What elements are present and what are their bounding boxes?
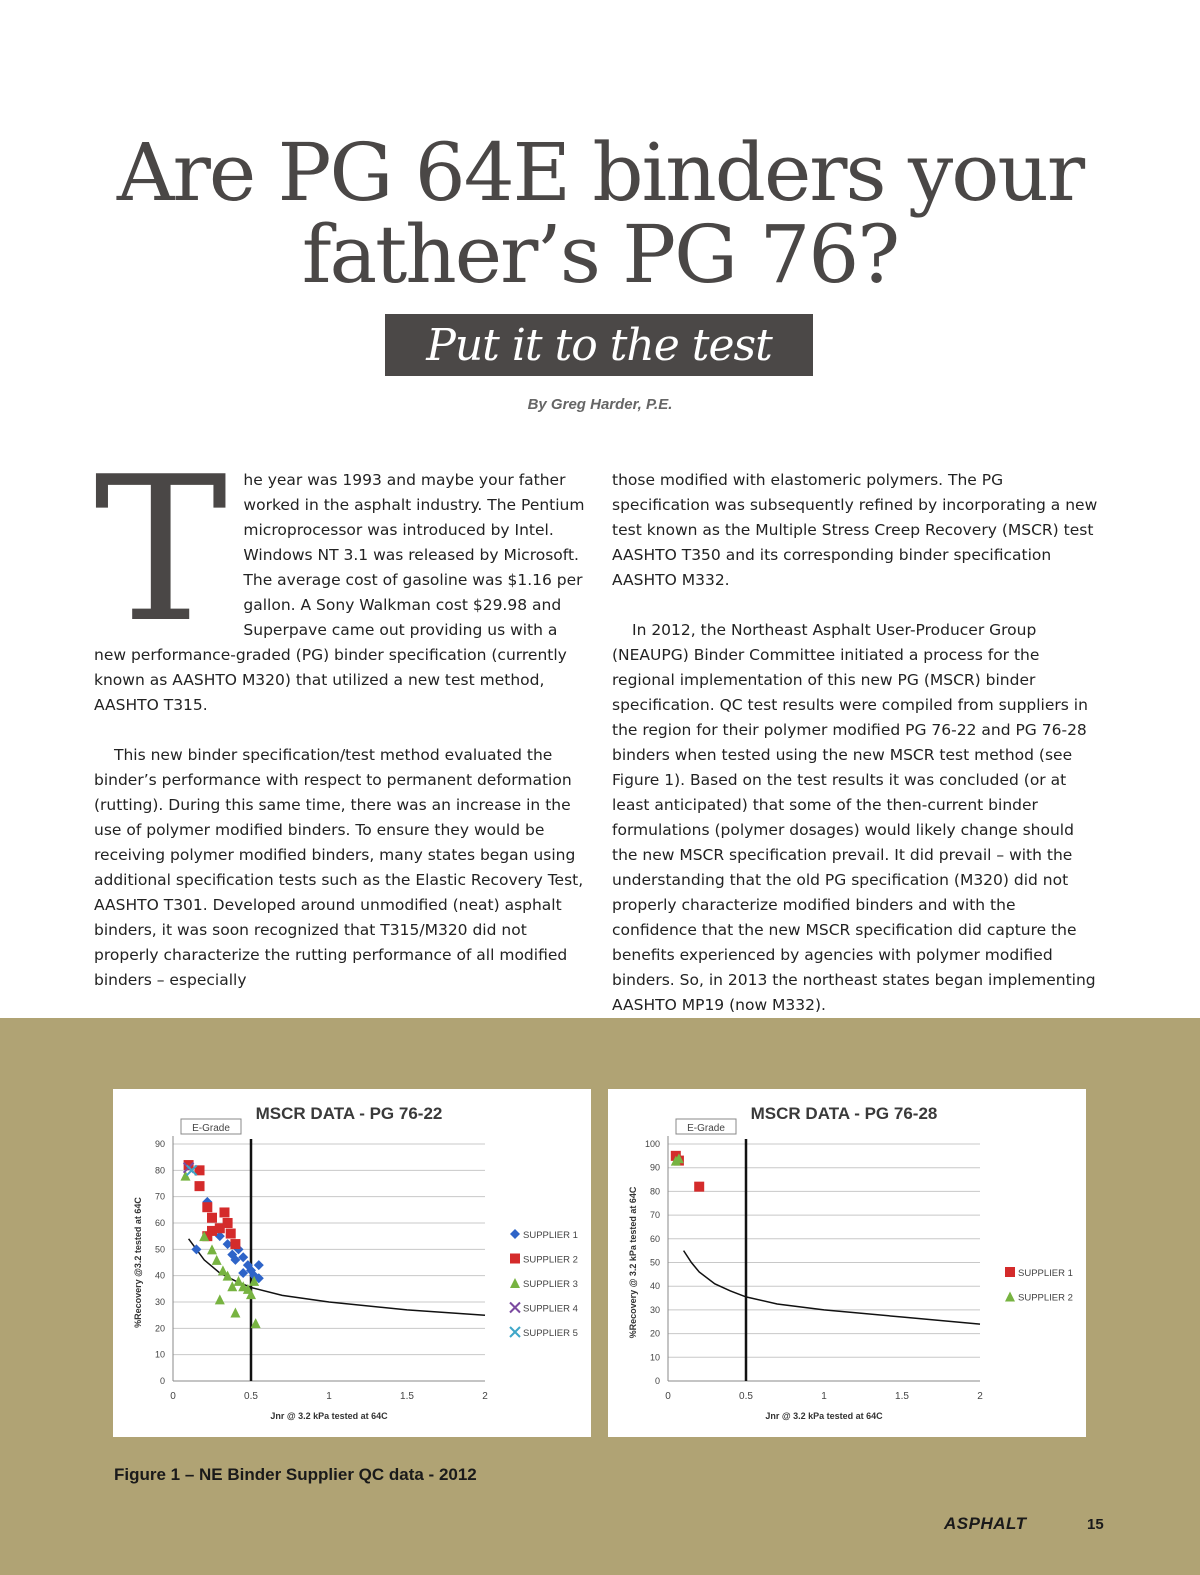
x-tick-label: 1 xyxy=(821,1391,827,1402)
data-point xyxy=(254,1260,264,1270)
data-point xyxy=(510,1278,520,1288)
data-point xyxy=(230,1308,240,1318)
legend-label: SUPPLIER 5 xyxy=(523,1328,578,1339)
spec-curve xyxy=(684,1251,980,1325)
paragraph xyxy=(94,434,594,718)
data-point xyxy=(223,1218,233,1228)
x-tick-label: 1.5 xyxy=(400,1391,414,1402)
drop-cap: T xyxy=(94,434,228,667)
paragraph-text: those modified with elastomeric polymers. The PG specification was subsequently refined by incorporating a new test known as the Multiple Stress Creep Recovery (MSCR) test AASHTO T350 and its corresponding binder specification AASHTO M332. xyxy=(612,471,1098,589)
data-point xyxy=(195,1181,205,1191)
y-axis-label: %Recovery @3.2 tested at 64C xyxy=(133,1197,143,1328)
data-point xyxy=(215,1294,225,1304)
paragraph xyxy=(612,468,1102,593)
data-point xyxy=(219,1207,229,1217)
legend-label: SUPPLIER 1 xyxy=(523,1230,578,1241)
left-column xyxy=(94,434,594,1018)
x-tick-label: 1.5 xyxy=(895,1391,909,1402)
subtitle-banner xyxy=(385,314,813,376)
y-tick-label: 70 xyxy=(649,1210,660,1221)
data-point xyxy=(212,1255,222,1265)
data-point xyxy=(694,1182,704,1192)
title-line-2: father’s PG 76? xyxy=(301,208,899,301)
y-tick-label: 50 xyxy=(154,1244,165,1255)
y-tick-label: 60 xyxy=(154,1218,165,1228)
x-axis-label: Jnr @ 3.2 kPa tested at 64C xyxy=(765,1411,883,1421)
paragraph-text: This new binder specification/test method evaluated the binder’s performance with respect to permanent deformation (rutting). During this same time, there was an increase in the use of polymer modified binders. To ensure they would be receiving polymer modified binders, many states began using additional specification tests such as the Elastic Recovery Test, AASHTO T301. Developed around unmodified (neat) asphalt binders, it was soon recognized that T315/M320 did not properly characterize the rutting performance of all modified binders – especially xyxy=(94,746,584,989)
paragraph xyxy=(612,618,1102,1018)
data-point xyxy=(230,1239,240,1249)
byline: By Greg Harder, P.E. xyxy=(527,396,673,413)
y-tick-label: 0 xyxy=(654,1376,660,1386)
y-tick-label: 100 xyxy=(644,1139,660,1149)
x-tick-label: 1 xyxy=(326,1391,332,1402)
y-tick-label: 30 xyxy=(154,1297,165,1307)
legend-label: SUPPLIER 2 xyxy=(523,1254,578,1266)
legend-label: SUPPLIER 2 xyxy=(1018,1292,1073,1304)
chart-panel-pg76-22 xyxy=(113,1089,591,1437)
data-point xyxy=(510,1327,520,1337)
x-tick-label: 0 xyxy=(170,1391,176,1402)
x-axis-label: Jnr @ 3.2 kPa tested at 64C xyxy=(270,1411,388,1421)
y-tick-label: 50 xyxy=(649,1257,660,1268)
title-line-1: Are PG 64E binders your xyxy=(116,126,1084,219)
x-tick-label: 0.5 xyxy=(739,1391,753,1402)
y-tick-label: 70 xyxy=(154,1191,165,1202)
data-point xyxy=(510,1303,520,1313)
x-tick-label: 0.5 xyxy=(244,1391,258,1402)
paragraph-text: he year was 1993 and maybe your father worked in the asphalt industry. The Pentium microprocessor was introduced by Intel. Windows NT 3.1 was released by Microsoft. The average cost of gasoline was $1.16 per gallon. A Sony Walkman cost $29.98 and Superpave came out providing us with a new performance-graded (PG) binder specification (currently known as AASHTO M320) that utilized a new test method, AASHTO T315. xyxy=(94,471,585,714)
data-point xyxy=(238,1268,248,1278)
y-tick-label: 10 xyxy=(649,1352,660,1363)
y-tick-label: 20 xyxy=(154,1323,165,1334)
chart-title: MSCR DATA - PG 76-22 xyxy=(255,1104,443,1123)
article-title xyxy=(0,126,1200,301)
legend-label: SUPPLIER 1 xyxy=(1018,1268,1073,1279)
y-tick-label: 80 xyxy=(649,1186,660,1197)
legend-label: SUPPLIER 4 xyxy=(523,1303,578,1315)
subtitle: Put it to the test xyxy=(426,319,772,371)
y-tick-label: 40 xyxy=(649,1281,660,1292)
data-point xyxy=(510,1229,520,1239)
y-tick-label: 80 xyxy=(154,1165,165,1176)
annotation-label: E-Grade xyxy=(687,1123,725,1134)
y-tick-label: 30 xyxy=(649,1304,660,1315)
right-column xyxy=(612,468,1102,1043)
y-tick-label: 90 xyxy=(649,1162,660,1173)
page-number: 15 xyxy=(1087,1516,1104,1533)
data-point xyxy=(1005,1292,1015,1302)
y-tick-label: 0 xyxy=(159,1376,165,1386)
annotation-label: E-Grade xyxy=(192,1123,230,1134)
data-point xyxy=(510,1254,520,1264)
paragraph xyxy=(94,743,594,993)
x-tick-label: 2 xyxy=(977,1391,983,1402)
data-point xyxy=(226,1229,236,1239)
chart-title: MSCR DATA - PG 76-28 xyxy=(750,1104,938,1123)
chart-pg76-22 xyxy=(113,1089,591,1437)
y-axis-label: %Recovery @ 3.2 kPa tested at 64C xyxy=(628,1186,638,1339)
spec-curve xyxy=(189,1239,485,1315)
chart-panel-pg76-28 xyxy=(608,1089,1086,1437)
x-tick-label: 0 xyxy=(665,1391,671,1402)
data-point xyxy=(238,1252,248,1262)
chart-pg76-28 xyxy=(608,1089,1086,1437)
y-tick-label: 60 xyxy=(649,1233,660,1244)
paragraph-text: In 2012, the Northeast Asphalt User-Producer Group (NEAUPG) Binder Committee initiated a process for the regional implementation of this new PG (MSCR) binder specification. QC test results were compiled from suppliers in the region for their polymer modified PG 76-22 and PG 76-28 binders when tested using the new MSCR test method (see Figure 1). Based on the test results it was concluded (or at least anticipated) that some of the then-current binder formulations (polymer dosages) would likely change should the new MSCR specification prevail. It did prevail – with the understanding that the old PG specification (M320) did not properly characterize modified binders and with the confidence that the new MSCR specification did capture the benefits experienced by agencies with polymer modified binders. So, in 2013 the northeast states began implementing AASHTO MP19 (now M332). xyxy=(612,621,1096,1014)
data-point xyxy=(1005,1267,1015,1277)
data-point xyxy=(202,1202,212,1212)
legend-label: SUPPLIER 3 xyxy=(523,1279,578,1290)
y-tick-label: 20 xyxy=(649,1328,660,1339)
magazine-logo: ASPHALT xyxy=(944,1514,1027,1533)
y-tick-label: 10 xyxy=(154,1349,165,1360)
figure-caption: Figure 1 – NE Binder Supplier QC data - 2012 xyxy=(114,1465,477,1484)
data-point xyxy=(207,1213,217,1223)
y-tick-label: 40 xyxy=(154,1270,165,1281)
y-tick-label: 90 xyxy=(154,1139,165,1149)
x-tick-label: 2 xyxy=(482,1391,488,1402)
